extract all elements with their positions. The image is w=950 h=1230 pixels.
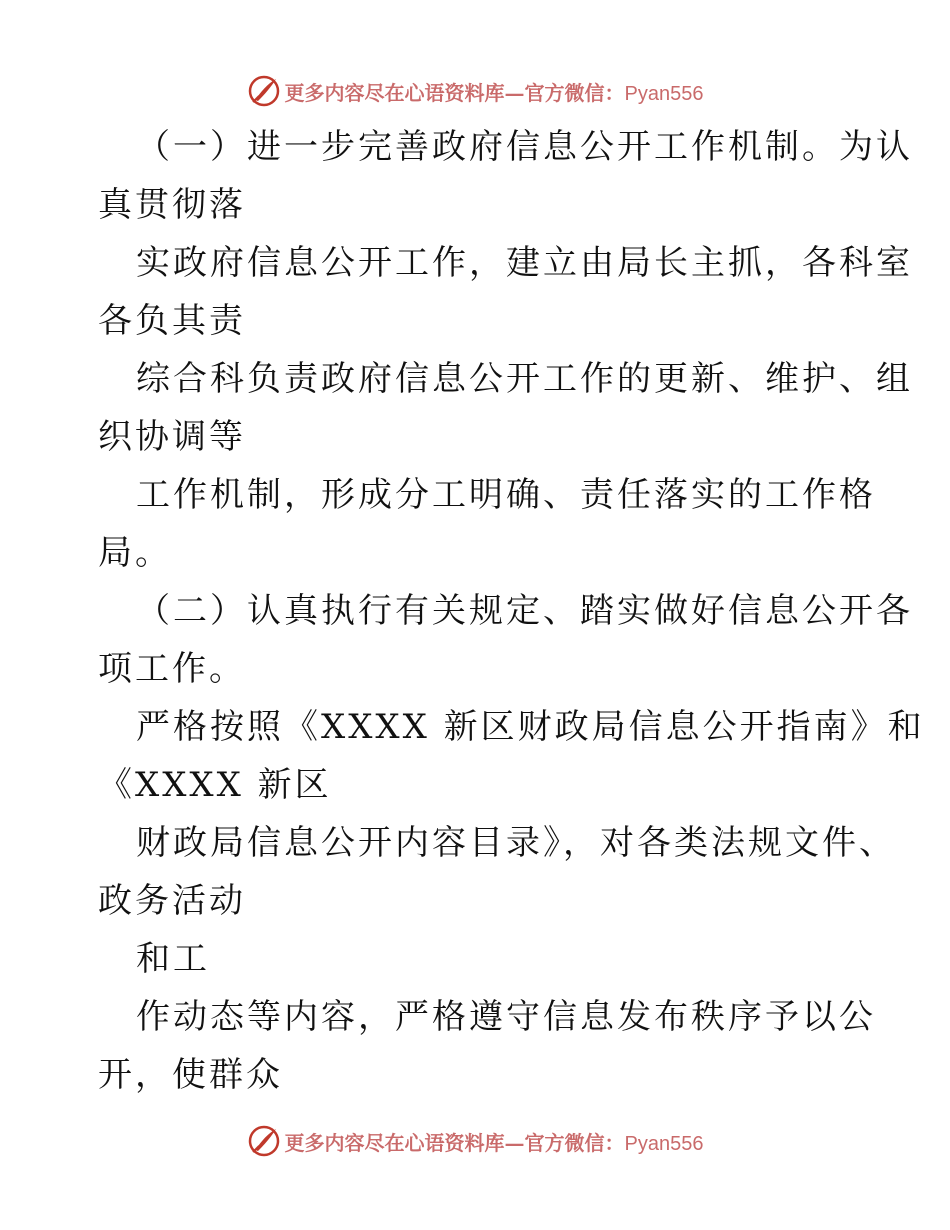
text-line: 和工 — [136, 939, 210, 979]
text-line: 政务活动 — [98, 881, 246, 921]
text-line: 《XXXX 新区 — [98, 765, 332, 805]
text-line: 作动态等内容，严格遵守信息发布秩序予以公 — [136, 997, 876, 1037]
text-line: 综合科负责政府信息公开工作的更新、维护、组 — [136, 359, 913, 399]
document-body — [98, 118, 925, 1104]
banner-text: 更多内容尽在心语资料库—官方微信：Pyan556 — [284, 1130, 704, 1155]
text-line: 财政局信息公开内容目录》，对各类法规文件、 — [136, 823, 896, 863]
text-line: 局。 — [98, 533, 172, 573]
banner-text: 更多内容尽在心语资料库—官方微信：Pyan556 — [284, 80, 704, 105]
text-line: 实政府信息公开工作，建立由局长主抓，各科室 — [136, 243, 913, 283]
text-line: 项工作。 — [98, 649, 246, 689]
quill-logo-icon — [247, 74, 281, 108]
text-line: 工作机制，形成分工明确、责任落实的工作格 — [136, 475, 876, 515]
footer-watermark-banner — [0, 1121, 950, 1161]
text-line: 织协调等 — [98, 417, 246, 457]
text-line: 严格按照《XXXX 新区财政局信息公开指南》和 — [136, 707, 925, 747]
text-line: （一）进一步完善政府信息公开工作机制。为认 — [136, 127, 913, 167]
quill-logo-icon — [247, 1124, 281, 1158]
header-watermark-banner — [0, 71, 950, 111]
text-line: 真贯彻落 — [98, 185, 246, 225]
text-line: 开，使群众 — [98, 1055, 283, 1095]
text-line: 各负其责 — [98, 301, 246, 341]
text-line: （二）认真执行有关规定、踏实做好信息公开各 — [136, 591, 913, 631]
